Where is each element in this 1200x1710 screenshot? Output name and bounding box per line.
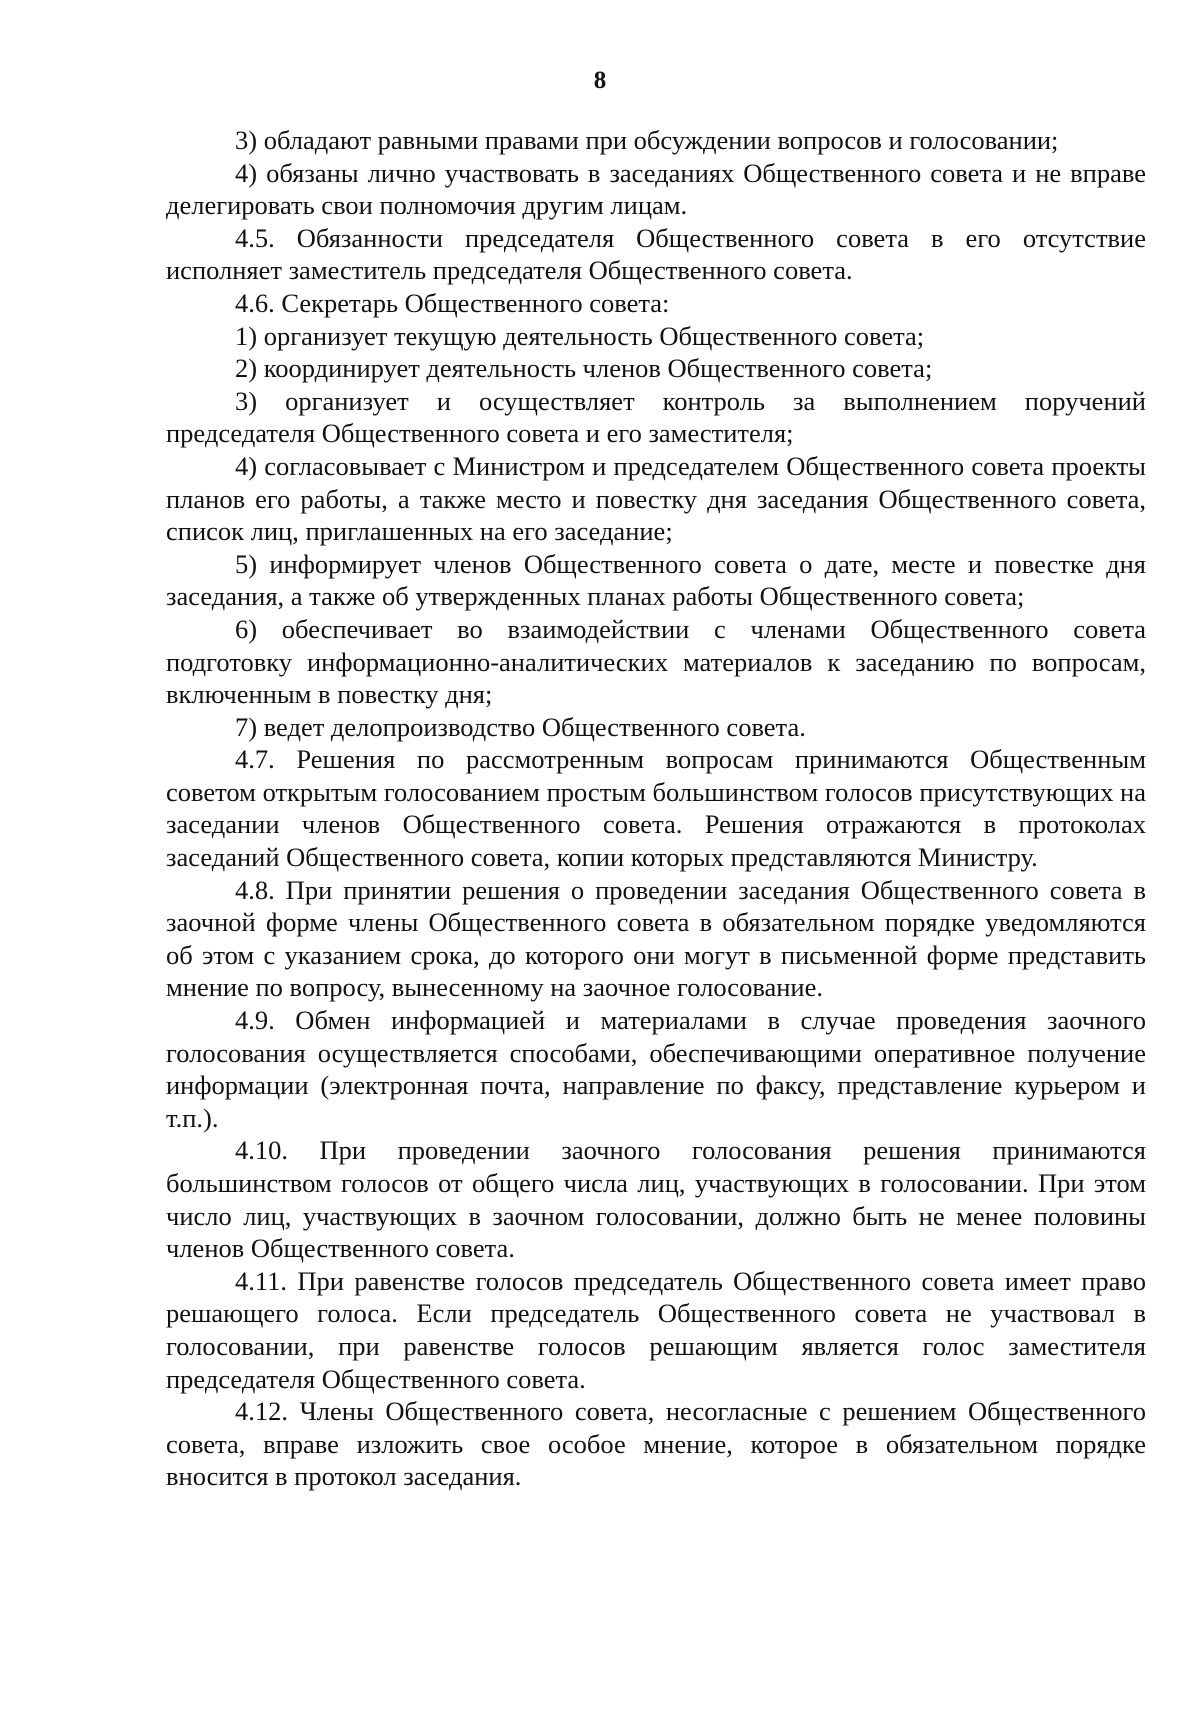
page-number: 8 <box>593 67 607 94</box>
paragraph-4-5: 4.5. Обязанности председателя Общественного совета в его отсутствие исполняет заместитель председателя Общественного совета. <box>166 222 1146 286</box>
paragraph-4-6-item-4: 4) согласовывает с Министром и председателем Общественного совета проекты планов его работы, а также место и повестку дня заседания Общественного совета, список лиц, приглашенных на его заседание; <box>166 450 1146 547</box>
paragraph-4-10: 4.10. При проведении заочного голосования решения принимаются большинством голосов от общего числа лиц, участвующих в голосовании. При этом число лиц, участвующих в заочном голосовании, должно быть не менее половины членов Общественного совета. <box>166 1135 1146 1264</box>
document-body <box>166 124 1146 1493</box>
paragraph-4-8: 4.8. При принятии решения о проведении заседания Общественного совета в заочной форме члены Общественного совета в обязательном порядке уведомляются об этом с указанием срока, до которого они могут в письменной форме представить мнение по вопросу, вынесенному на заочное голосование. <box>166 874 1146 1003</box>
paragraph-4-6-item-3: 3) организует и осуществляет контроль за выполнением поручений председателя Общественного совета и его заместителя; <box>166 385 1146 449</box>
paragraph-4-7: 4.7. Решения по рассмотренным вопросам принимаются Общественным советом открытым голосованием простым большинством голосов присутствующих на заседании членов Общественного совета. Решения отражаются в протоколах заседаний Общественного совета, копии которых представляются Министру. <box>166 744 1146 873</box>
paragraph-item-4-obligations: 4) обязаны лично участвовать в заседаниях Общественного совета и не вправе делегировать свои полномочия другим лицам. <box>166 157 1146 221</box>
paragraph-4-11: 4.11. При равенстве голосов председатель Общественного совета имеет право решающего голоса. Если председатель Общественного совета не участвовал в голосовании, при равенстве голосов решающим является голос заместителя председателя Общественного совета. <box>166 1265 1146 1394</box>
paragraph-4-9: 4.9. Обмен информацией и материалами в случае проведения заочного голосования осуществляется способами, обеспечивающими оперативное получение информации (электронная почта, направление по факсу, представление курьером и т.п.). <box>166 1005 1146 1133</box>
paragraph-4-6-item-1: 1) организует текущую деятельность Общественного совета; <box>235 320 925 351</box>
paragraph-4-6-item-6: 6) обеспечивает во взаимодействии с членами Общественного совета подготовку информационно-аналитических материалов к заседанию по вопросам, включенным в повестку дня; <box>166 613 1146 710</box>
paragraph-4-6: 4.6. Секретарь Общественного совета: <box>235 287 670 318</box>
paragraph-item-3-equal-rights: 3) обладают равными правами при обсуждении вопросов и голосовании; <box>235 125 1059 155</box>
paragraph-4-6-item-7: 7) ведет делопроизводство Общественного совета. <box>235 711 806 742</box>
paragraph-4-12: 4.12. Члены Общественного совета, несогласные с решением Общественного совета, вправе изложить свое особое мнение, которое в обязательном порядке вносится в протокол заседания. <box>166 1396 1146 1492</box>
paragraph-4-6-item-5: 5) информирует членов Общественного совета о дате, месте и повестке дня заседания, а также об утвержденных планах работы Общественного совета; <box>166 548 1146 612</box>
paragraph-4-6-item-2: 2) координирует деятельность членов Общественного совета; <box>235 353 933 384</box>
